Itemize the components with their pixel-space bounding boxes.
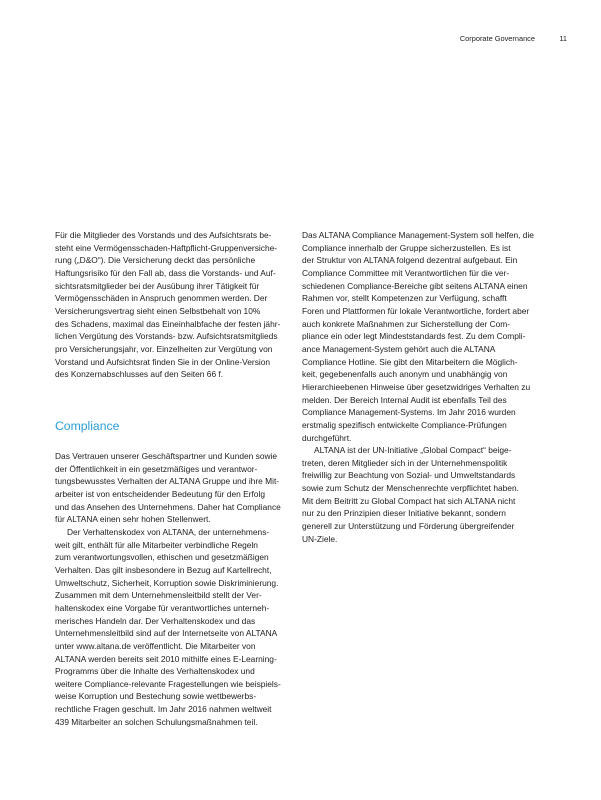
compliance-heading: Compliance bbox=[55, 419, 120, 433]
insurance-paragraph: Für die Mitglieder des Vorstands und des Aufsichtsrats be- steht eine Vermögensschaden-Haftpflicht-Gruppenversiche- rung („D&O“). Die Versicherung deckt das persönliche Haftungsrisiko für den Fall ab, dass die Vorstands- und Auf- sichtsratsmitglieder bei der Ausübung ihrer Tätigkeit für Vermögensschäden in Anspruch genommen werden. Der Versicherungsvertrag sieht einen Selbstbehalt von 10% des Schadens, maximal das Eineinhalbfache der festen jähr- lichen Vergütung des Vorstands- bzw. Aufsichtsratsmitglieds pro Versicherungsjahr, vor. Einzelheiten zur Vergütung von Vorstand und Aufsichtsrat finden Sie in der Online-Version des Konzernabschlusses auf den Seiten 66 f. bbox=[55, 230, 281, 380]
code-of-conduct-paragraph: Der Verhaltenskodex von ALTANA, der unternehmens- weit gilt, enthält für alle Mitarbeiter verbindliche Regeln zum verantwortungsvollen, ethischen und gesetzmäßigen Verhalten. Das gilt insbesondere in Bezug auf Kartellrecht, Umweltschutz, Sicherheit, Korruption sowie Diskriminierung. Zusammen mit dem Unternehmensleitbild stellt der Ver- haltenskodex eine Vorgabe für verantwortliches unterneh- merisches Handeln dar. Der Verhaltenskodex und das Unternehmensleitbild sind auf der Internetseite von ALTANA unter www.altana.de veröffentlicht. Die Mitarbeiter von ALTANA werden bereits seit 2010 mithilfe eines E-Learning- Programms über die Inhalte des Verhaltenskodex und weitere Compliance-relevante Fragestellungen wie beispiels- weise Korruption und Bestechung sowie wettbewerbs- rechtliche Fragen geschult. Im Jahr 2016 nahmen weltweit 439 Mitarbeiter an solchen Schulungsmaßnahmen teil. bbox=[55, 526, 281, 727]
compliance-text bbox=[55, 450, 286, 728]
right-column bbox=[302, 229, 538, 545]
left-column bbox=[55, 229, 286, 381]
page-number: 11 bbox=[559, 34, 567, 43]
management-system-paragraph: Das ALTANA Compliance Management-System soll helfen, die Compliance innerhalb der Gruppe sicherzustellen. Es ist der Struktur von ALTANA folgend dezentral aufgebaut. Ein Compliance Committee mit Verantwortlichen für die ver- schiedenen Compliance-Bereiche gibt seitens ALTANA einen Rahmen vor, stellt Kompetenzen zur Verfügung, schafft Foren und Plattformen für lokale Verantwortliche, fordert aber auch konkrete Maßnahmen zur Sicherstellung der Com- pliance ein oder legt Mindeststandards fest. Zu dem Compli- ance Management-System gehört auch die ALTANA Compliance Hotline. Sie gibt den Mitarbeitern die Möglich- keit, gegebenenfalls auch anonym und unabhängig von Hierarchieebenen Hinweise über gesetzwidriges Verhalten zu melden. Der Bereich Internal Audit ist ebenfalls Teil des Compliance Management-Systems. Im Jahr 2016 wurden erstmalig spezifisch entwickelte Compliance-Prüfungen durchgeführt. bbox=[302, 230, 534, 443]
page-header bbox=[0, 34, 601, 46]
global-compact-paragraph: ALTANA ist der UN-Initiative „Global Compact“ beige- treten, deren Mitglieder sich in der Unternehmenspolitik freiwillig zur Beachtung von Sozial- und Umweltstandards sowie zum Schutz der Menschenrechte verpflichtet haben. Mit dem Beitritt zu Global Compact hat sich ALTANA nicht nur zu den Prinzipien dieser Initiative bekannt, sondern generell zur Unterstützung und Förderung übergreifender UN-Ziele. bbox=[302, 445, 519, 544]
compliance-intro-paragraph: Das Vertrauen unserer Geschäftspartner und Kunden sowie der Öffentlichkeit in ein gesetzmäßiges und verantwor- tungsbewusstes Verhalten der ALTANA Gruppe und ihre Mit- arbeiter ist von entscheidender Bedeutung für den Erfolg und das Ansehen des Unternehmens. Daher hat Compliance für ALTANA einen sehr hohen Stellenwert. bbox=[55, 451, 281, 525]
section-title: Corporate Governance bbox=[459, 34, 535, 43]
